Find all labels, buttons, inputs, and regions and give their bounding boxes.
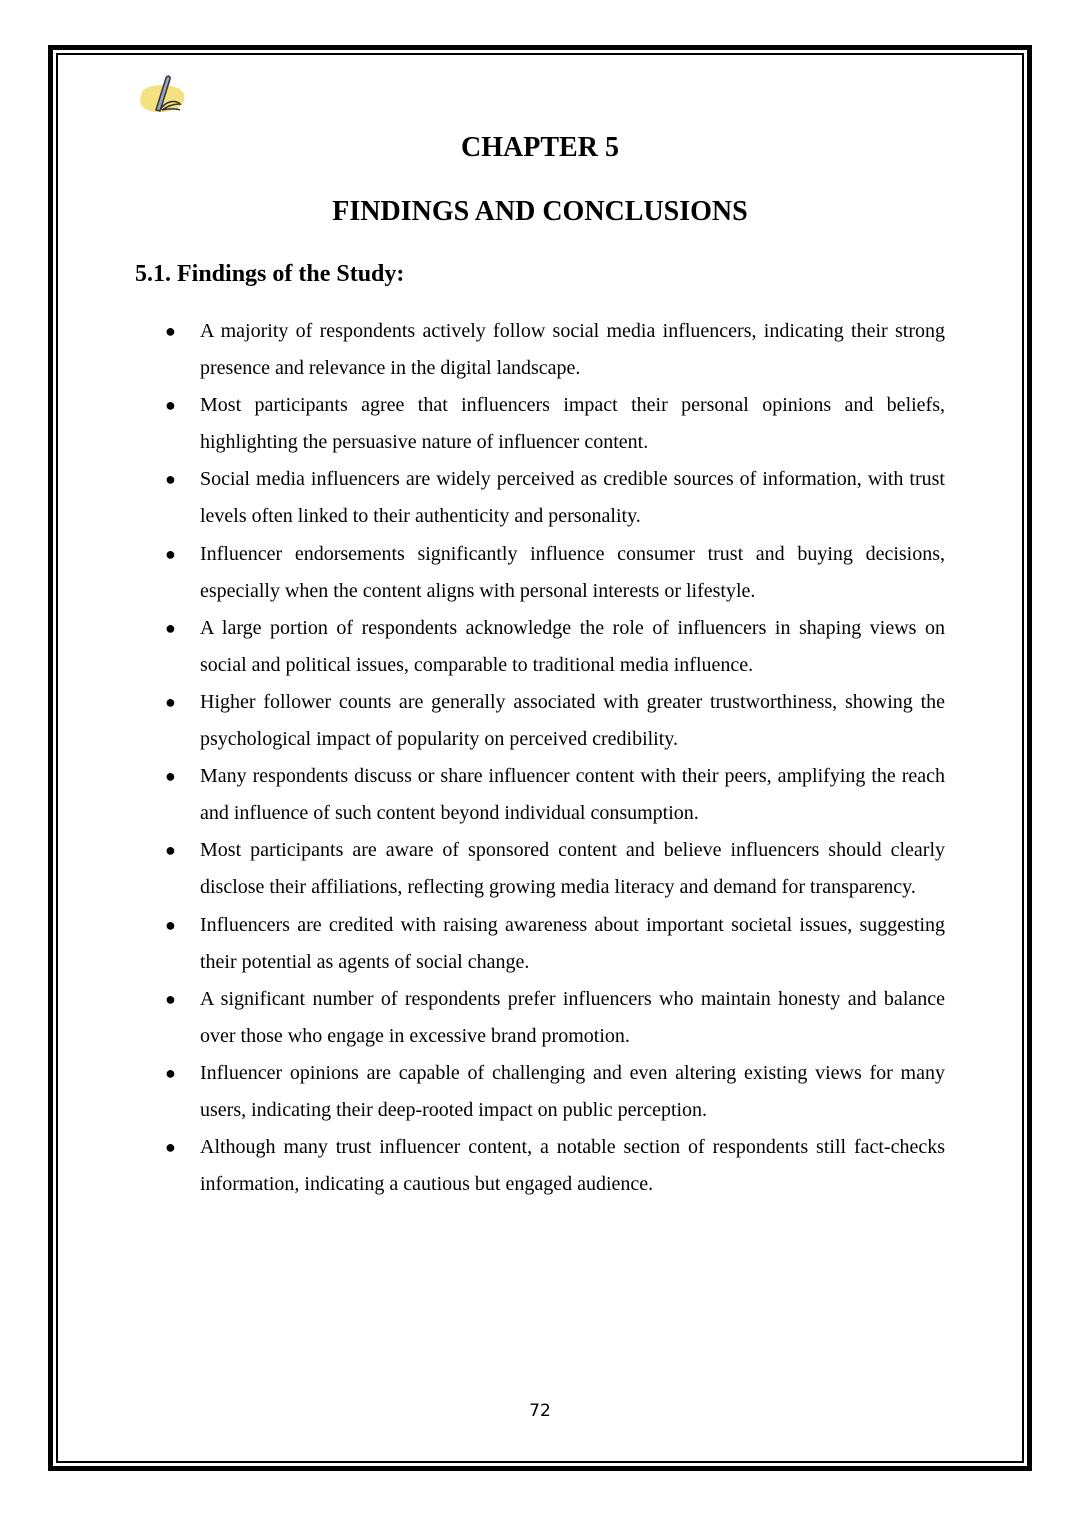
finding-text: Most participants are aware of sponsored content and believe influencers should clearly disclose their affiliations, reflecting growing media literacy and demand for transparency. <box>200 839 945 899</box>
list-item <box>165 1055 945 1129</box>
list-item <box>165 536 945 610</box>
bullet-icon: ● <box>165 395 176 416</box>
finding-text: Influencer opinions are capable of challenging and even altering existing views for many users, indicating their deep-rooted impact on public perception. <box>200 1061 945 1121</box>
finding-text: Influencer endorsements significantly influence consumer trust and buying decisions, especially when the content aligns with personal interests or lifestyle. <box>200 542 945 602</box>
bullet-icon: ● <box>165 321 176 341</box>
list-item <box>165 313 945 387</box>
bullet-icon: ● <box>165 840 176 861</box>
list-item <box>165 981 945 1055</box>
pen-writing-icon <box>136 70 188 118</box>
list-item <box>165 832 945 906</box>
bullet-icon: ● <box>165 1062 176 1083</box>
bullet-icon: ● <box>165 469 176 490</box>
bullet-icon: ● <box>165 914 176 935</box>
findings-list <box>165 313 945 1203</box>
list-item <box>165 461 945 535</box>
list-item <box>165 387 945 461</box>
bullet-icon: ● <box>165 691 176 712</box>
list-item <box>165 610 945 684</box>
section-heading: 5.1. Findings of the Study: <box>135 261 405 287</box>
page-number: 72 <box>529 1401 551 1421</box>
bullet-icon: ● <box>165 988 176 1009</box>
chapter-title: FINDINGS AND CONCLUSIONS <box>332 196 748 227</box>
finding-text: Influencers are credited with raising awareness about important societal issues, suggesting their potential as agents of social change. <box>200 913 945 973</box>
list-item <box>165 684 945 758</box>
bullet-icon: ● <box>165 766 176 787</box>
finding-text: Many respondents discuss or share influencer content with their peers, amplifying the reach and influence of such content beyond individual consumption. <box>200 765 945 825</box>
list-item <box>165 907 945 981</box>
finding-text: Social media influencers are widely perceived as credible sources of information, with trust levels often linked to their authenticity and personality. <box>200 468 945 528</box>
finding-text: A large portion of respondents acknowledge the role of influencers in shaping views on social and political issues, comparable to traditional media influence. <box>200 616 945 676</box>
list-item <box>165 758 945 832</box>
chapter-label: CHAPTER 5 <box>461 132 619 163</box>
bullet-icon: ● <box>165 1137 176 1158</box>
list-item <box>165 1129 945 1203</box>
finding-text: A majority of respondents actively follow social media influencers, indicating their strong presence and relevance in the digital landscape. <box>200 320 945 380</box>
finding-text: Higher follower counts are generally associated with greater trustworthiness, showing the psychological impact of popularity on perceived credibility. <box>200 690 945 751</box>
finding-text: A significant number of respondents prefer influencers who maintain honesty and balance over those who engage in excessive brand promotion. <box>200 987 945 1047</box>
finding-text: Although many trust influencer content, a notable section of respondents still fact-checks information, indicating a cautious but engaged audience. <box>200 1136 945 1196</box>
bullet-icon: ● <box>165 617 176 638</box>
finding-text: Most participants agree that influencers impact their personal opinions and beliefs, highlighting the persuasive nature of influencer content. <box>200 394 945 454</box>
bullet-icon: ● <box>165 543 176 564</box>
